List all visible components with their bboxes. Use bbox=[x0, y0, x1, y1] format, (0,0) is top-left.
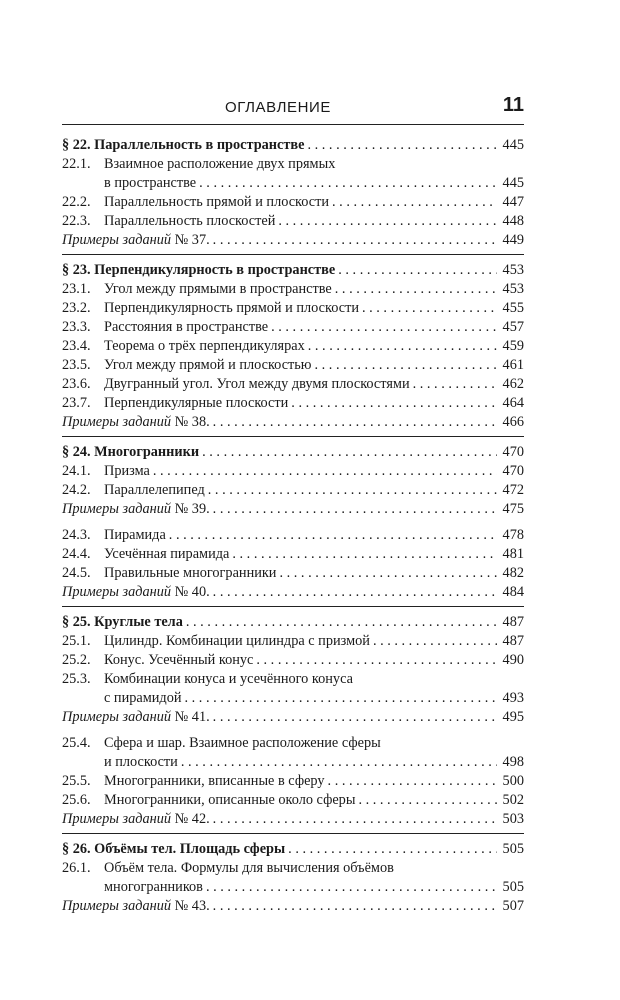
toc-entry-number: 24.5. bbox=[62, 565, 91, 581]
toc-entry bbox=[62, 545, 524, 564]
toc-entry bbox=[62, 155, 524, 174]
table-of-contents bbox=[62, 136, 524, 926]
toc-section bbox=[62, 613, 524, 834]
leader-dots bbox=[278, 212, 497, 231]
toc-entry-title: и плоскости bbox=[104, 754, 178, 770]
toc-entry-title: Двугранный угол. Угол между двумя плоскостями bbox=[104, 376, 410, 392]
leader-dots bbox=[315, 356, 498, 375]
toc-entry-number: 26.1. bbox=[62, 860, 91, 876]
toc-page-number: 507 bbox=[502, 898, 524, 914]
toc-entry bbox=[62, 174, 524, 193]
leader-dots bbox=[288, 840, 497, 859]
toc-entry bbox=[62, 689, 524, 708]
toc-entry-title: § 22. Параллельность в пространстве bbox=[62, 137, 305, 153]
toc-examples-label: Примеры заданий bbox=[62, 584, 171, 600]
toc-examples-label: Примеры заданий bbox=[62, 898, 171, 914]
toc-page-number: 505 bbox=[502, 841, 524, 857]
toc-examples-entry bbox=[62, 231, 524, 250]
toc-page-number: 495 bbox=[502, 709, 524, 725]
toc-entry-title: Угол между прямыми в пространстве bbox=[104, 281, 332, 297]
toc-entry-title: в пространстве bbox=[104, 175, 197, 191]
toc-page-number: 493 bbox=[502, 690, 524, 706]
leader-dots bbox=[279, 564, 497, 583]
toc-examples-number: № 37. bbox=[171, 232, 210, 248]
toc-entry bbox=[62, 632, 524, 651]
toc-page-number: 475 bbox=[502, 501, 524, 517]
toc-examples-entry bbox=[62, 413, 524, 432]
leader-dots bbox=[199, 174, 497, 193]
toc-entry-number: 23.2. bbox=[62, 300, 91, 316]
toc-entry-title: Теорема о трёх перпендикулярах bbox=[104, 338, 305, 354]
toc-entry bbox=[62, 564, 524, 583]
leader-dots bbox=[206, 878, 497, 897]
toc-examples-number: № 42. bbox=[171, 811, 210, 827]
toc-entry-number: 23.1. bbox=[62, 281, 91, 297]
leader-dots bbox=[213, 500, 497, 519]
toc-examples-entry bbox=[62, 500, 524, 519]
toc-page-number: 453 bbox=[502, 281, 524, 297]
leader-dots bbox=[358, 791, 497, 810]
leader-dots bbox=[202, 443, 497, 462]
toc-entry bbox=[62, 337, 524, 356]
leader-dots bbox=[186, 613, 497, 632]
toc-page-number: 453 bbox=[502, 262, 524, 278]
page-header-title: ОГЛАВЛЕНИЕ bbox=[224, 99, 332, 116]
toc-entry-title: Многогранники, вписанные в сферу bbox=[104, 773, 325, 789]
toc-examples-number: № 39. bbox=[171, 501, 210, 517]
leader-dots bbox=[335, 280, 497, 299]
leader-dots bbox=[232, 545, 497, 564]
toc-section bbox=[62, 261, 524, 437]
toc-entry-title: § 23. Перпендикулярность в пространстве bbox=[62, 262, 336, 278]
toc-entry-number: 24.1. bbox=[62, 463, 91, 479]
leader-dots bbox=[328, 772, 497, 791]
toc-entry-title: многогранников bbox=[104, 879, 203, 895]
toc-entry bbox=[62, 651, 524, 670]
toc-entry bbox=[62, 212, 524, 231]
toc-page-number: 466 bbox=[502, 414, 524, 430]
toc-page-number: 505 bbox=[502, 879, 524, 895]
toc-page-number: 445 bbox=[502, 137, 524, 153]
leader-dots bbox=[153, 462, 497, 481]
toc-entry-title: § 25. Круглые тела bbox=[62, 614, 183, 630]
toc-heading bbox=[62, 613, 524, 632]
toc-entry-title: Правильные многогранники bbox=[104, 565, 277, 581]
toc-entry bbox=[62, 878, 524, 897]
toc-entry bbox=[62, 772, 524, 791]
toc-entry-number: 22.1. bbox=[62, 156, 91, 172]
toc-heading bbox=[62, 840, 524, 859]
toc-entry-title: Параллельность плоскостей bbox=[104, 213, 276, 229]
toc-entry-title bbox=[62, 708, 210, 727]
toc-heading bbox=[62, 261, 524, 280]
toc-page-number: 502 bbox=[502, 792, 524, 808]
toc-page-number: 498 bbox=[502, 754, 524, 770]
leader-dots bbox=[213, 810, 497, 829]
toc-entry-title bbox=[62, 897, 210, 916]
toc-page-number: 457 bbox=[502, 319, 524, 335]
toc-page-number: 455 bbox=[502, 300, 524, 316]
toc-examples-entry bbox=[62, 583, 524, 602]
leader-dots bbox=[362, 299, 497, 318]
toc-entry-number: 25.6. bbox=[62, 792, 91, 808]
toc-heading bbox=[62, 443, 524, 462]
toc-entry bbox=[62, 193, 524, 212]
toc-section bbox=[62, 136, 524, 255]
toc-examples-number: № 41. bbox=[171, 709, 210, 725]
toc-entry bbox=[62, 462, 524, 481]
toc-entry-number: 24.4. bbox=[62, 546, 91, 562]
toc-entry-number: 22.3. bbox=[62, 213, 91, 229]
toc-page-number: 500 bbox=[502, 773, 524, 789]
toc-entry-title: Параллельность прямой и плоскости bbox=[104, 194, 330, 210]
toc-page-number: 470 bbox=[502, 463, 524, 479]
toc-examples-label: Примеры заданий bbox=[62, 811, 171, 827]
toc-page-number: 464 bbox=[502, 395, 524, 411]
toc-entry-title bbox=[62, 413, 210, 432]
toc-entry-title: Перпендикулярные плоскости bbox=[104, 395, 289, 411]
leader-dots bbox=[213, 231, 497, 250]
toc-page-number: 482 bbox=[502, 565, 524, 581]
toc-entry bbox=[62, 859, 524, 878]
leader-dots bbox=[181, 753, 497, 772]
toc-entry bbox=[62, 526, 524, 545]
toc-entry-number: 24.2. bbox=[62, 482, 91, 498]
toc-page-number: 487 bbox=[502, 633, 524, 649]
leader-dots bbox=[373, 632, 497, 651]
toc-page-number: 470 bbox=[502, 444, 524, 460]
toc-entry-number: 23.7. bbox=[62, 395, 91, 411]
toc-page-number: 481 bbox=[502, 546, 524, 562]
leader-dots bbox=[213, 413, 497, 432]
leader-dots bbox=[338, 261, 497, 280]
leader-dots bbox=[332, 193, 497, 212]
toc-entry-title bbox=[62, 231, 210, 250]
toc-entry bbox=[62, 280, 524, 299]
leader-dots bbox=[169, 526, 497, 545]
toc-page-number: 459 bbox=[502, 338, 524, 354]
leader-dots bbox=[308, 337, 497, 356]
leader-dots bbox=[185, 689, 498, 708]
toc-entry bbox=[62, 753, 524, 772]
leader-dots bbox=[208, 481, 497, 500]
toc-entry-number: 23.6. bbox=[62, 376, 91, 392]
toc-examples-number: № 38. bbox=[171, 414, 210, 430]
toc-entry-number: 25.3. bbox=[62, 671, 91, 687]
toc-page-number: 461 bbox=[502, 357, 524, 373]
toc-entry bbox=[62, 670, 524, 689]
leader-dots bbox=[291, 394, 497, 413]
toc-examples-entry bbox=[62, 897, 524, 916]
toc-page-number: 487 bbox=[502, 614, 524, 630]
toc-entry bbox=[62, 394, 524, 413]
toc-page-number: 472 bbox=[502, 482, 524, 498]
toc-entry-number: 25.2. bbox=[62, 652, 91, 668]
toc-entry-title: Пирамида bbox=[104, 527, 166, 543]
toc-page-number: 503 bbox=[502, 811, 524, 827]
toc-entry-number: 24.3. bbox=[62, 527, 91, 543]
toc-entry-title: Расстояния в пространстве bbox=[104, 319, 269, 335]
toc-examples-label: Примеры заданий bbox=[62, 709, 171, 725]
toc-page-number: 490 bbox=[502, 652, 524, 668]
leader-dots bbox=[256, 651, 497, 670]
page-number: 11 bbox=[502, 94, 524, 116]
toc-entry-title: Призма bbox=[104, 463, 150, 479]
toc-entry-title: Комбинации конуса и усечённого конуса bbox=[104, 671, 353, 687]
toc-page-number: 484 bbox=[502, 584, 524, 600]
toc-entry-title: Многогранники, описанные около сферы bbox=[104, 792, 356, 808]
toc-entry-number: 25.4. bbox=[62, 735, 91, 751]
toc-page-number: 449 bbox=[502, 232, 524, 248]
toc-entry-title bbox=[62, 500, 210, 519]
leader-dots bbox=[213, 583, 497, 602]
leader-dots bbox=[413, 375, 497, 394]
toc-entry-title: Перпендикулярность прямой и плоскости bbox=[104, 300, 359, 316]
toc-examples-entry bbox=[62, 810, 524, 829]
page-header bbox=[62, 96, 524, 125]
leader-dots bbox=[271, 318, 497, 337]
toc-page-number: 448 bbox=[502, 213, 524, 229]
toc-entry bbox=[62, 299, 524, 318]
toc-examples-label: Примеры заданий bbox=[62, 232, 171, 248]
toc-examples-number: № 40. bbox=[171, 584, 210, 600]
toc-page-number: 462 bbox=[502, 376, 524, 392]
toc-page-number: 447 bbox=[502, 194, 524, 210]
toc-entry bbox=[62, 318, 524, 337]
toc-heading bbox=[62, 136, 524, 155]
toc-entry-title: Угол между прямой и плоскостью bbox=[104, 357, 312, 373]
toc-entry-number: 23.4. bbox=[62, 338, 91, 354]
toc-entry-number: 25.5. bbox=[62, 773, 91, 789]
toc-entry bbox=[62, 791, 524, 810]
toc-examples-entry bbox=[62, 708, 524, 727]
leader-dots bbox=[307, 136, 497, 155]
toc-entry bbox=[62, 356, 524, 375]
toc-entry bbox=[62, 481, 524, 500]
toc-page-number: 445 bbox=[502, 175, 524, 191]
toc-entry bbox=[62, 375, 524, 394]
toc-examples-number: № 43. bbox=[171, 898, 210, 914]
toc-entry-title: Конус. Усечённый конус bbox=[104, 652, 254, 668]
toc-entry-title: Цилиндр. Комбинации цилиндра с призмой bbox=[104, 633, 370, 649]
leader-dots bbox=[213, 897, 497, 916]
toc-entry-title: Усечённая пирамида bbox=[104, 546, 230, 562]
toc-entry-title: Взаимное расположение двух прямых bbox=[104, 156, 336, 172]
toc-entry-title: Параллелепипед bbox=[104, 482, 205, 498]
toc-section bbox=[62, 443, 524, 607]
toc-page-number: 478 bbox=[502, 527, 524, 543]
toc-entry-number: 23.5. bbox=[62, 357, 91, 373]
toc-entry-number: 22.2. bbox=[62, 194, 91, 210]
toc-entry-title: § 26. Объёмы тел. Площадь сферы bbox=[62, 841, 286, 857]
toc-entry bbox=[62, 734, 524, 753]
toc-entry-title bbox=[62, 810, 210, 829]
leader-dots bbox=[213, 708, 497, 727]
toc-entry-title: Сфера и шар. Взаимное расположение сферы bbox=[104, 735, 381, 751]
toc-examples-label: Примеры заданий bbox=[62, 501, 171, 517]
toc-entry-title: Объём тела. Формулы для вычисления объёмов bbox=[104, 860, 394, 876]
toc-entry-number: 23.3. bbox=[62, 319, 91, 335]
toc-entry-title: с пирамидой bbox=[104, 690, 182, 706]
toc-entry-number: 25.1. bbox=[62, 633, 91, 649]
toc-entry-title: § 24. Многогранники bbox=[62, 444, 200, 460]
toc-examples-label: Примеры заданий bbox=[62, 414, 171, 430]
toc-entry-title bbox=[62, 583, 210, 602]
toc-section bbox=[62, 840, 524, 920]
